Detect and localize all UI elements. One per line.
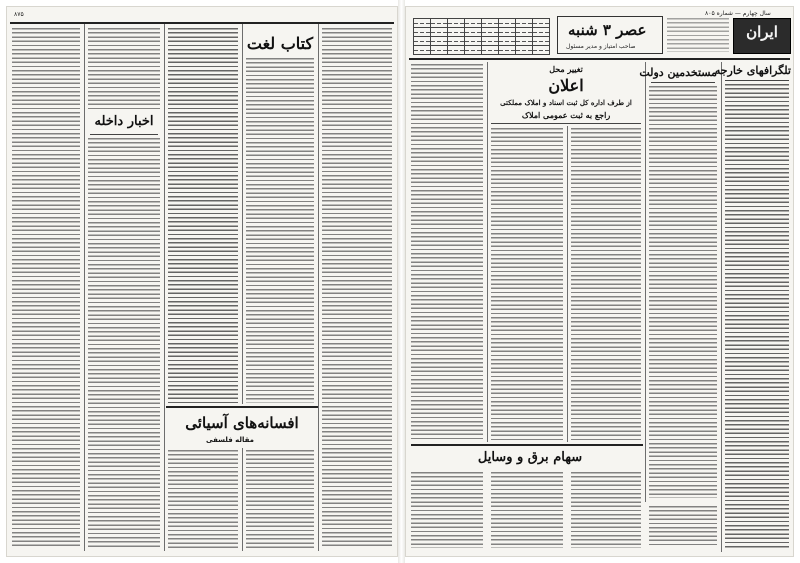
bottom-feature-text-2 xyxy=(491,472,563,548)
right-col-rule-2 xyxy=(567,126,568,442)
announcement-subhead: از طرف اداره کل ثبت اسناد و املاک مملکتی xyxy=(500,98,632,107)
left-page xyxy=(6,6,398,557)
masthead-name: عصر ۳ شنبه xyxy=(568,21,647,39)
left-col-rule-4 xyxy=(318,24,319,551)
office-change-headline: تغییر محل xyxy=(549,64,583,74)
domestic-news-headline: اخبار داخله xyxy=(94,114,154,129)
government-employees-headline: مستخدمین دولت xyxy=(639,66,717,79)
issue-banner: سال چهارم — شماره ۸۰۵ xyxy=(705,10,771,17)
page-gutter xyxy=(398,0,405,563)
bottom-feature-text-4 xyxy=(649,506,717,548)
right-col3-text xyxy=(571,128,641,440)
left-col2-text-top xyxy=(88,28,160,110)
right-col-rule-4 xyxy=(721,62,722,552)
left-header-rule xyxy=(10,22,394,24)
masthead-info-right xyxy=(667,18,729,52)
announcement-headline: اعلان xyxy=(548,76,584,95)
foreign-telegrams-rule xyxy=(725,80,789,81)
foreign-telegrams-headline: تلگرافهای خارجه xyxy=(714,64,791,77)
left-col1-text xyxy=(12,28,80,548)
bottom-feature-rule xyxy=(411,444,643,446)
left-col5-text xyxy=(322,28,392,548)
asian-tales-headline: افسانه‌های آسیائی xyxy=(185,414,299,432)
dictionary-headline: کتاب لغت xyxy=(246,34,314,53)
right-col2-text xyxy=(491,128,563,440)
left-col-rule-1 xyxy=(84,24,85,551)
left-col-rule-3 xyxy=(242,24,243,404)
masthead-subtitle: صاحب امتیاز و مدیر مسئول xyxy=(566,43,636,50)
left-col4-text xyxy=(246,58,314,403)
bottom-feature-text-1 xyxy=(411,472,483,548)
asian-tales-text-left xyxy=(168,450,238,548)
foreign-telegrams-text xyxy=(725,84,789,548)
asian-tales-col-rule xyxy=(242,448,243,551)
masthead-price-table xyxy=(413,18,550,55)
government-employees-text xyxy=(649,86,717,498)
bottom-feature-headline: سهام برق و وسایل xyxy=(477,450,583,465)
asian-tales-text-right xyxy=(246,450,314,548)
right-col1-text xyxy=(411,64,483,440)
newspaper-logo xyxy=(733,18,791,54)
right-page xyxy=(405,6,794,557)
left-col-rule-2 xyxy=(164,24,165,551)
bottom-feature-text-3 xyxy=(571,472,641,548)
left-col3-text xyxy=(168,28,238,403)
asian-tales-subhead: مقاله فلسفی xyxy=(206,436,254,444)
left-page-number: ۸۷۵ xyxy=(14,11,24,18)
government-employees-rule xyxy=(651,82,715,83)
masthead-rule xyxy=(409,58,790,60)
logo-text: ایران xyxy=(746,23,778,41)
asian-tales-rule-top xyxy=(166,406,318,408)
masthead-title-box xyxy=(557,16,663,54)
left-col2-text xyxy=(88,138,160,548)
announcement-line: راجع به ثبت عمومی املاک xyxy=(521,110,611,120)
announcement-rule xyxy=(491,123,641,124)
domestic-news-rule xyxy=(90,134,158,135)
right-col-rule-3 xyxy=(645,62,646,502)
right-col-rule-1 xyxy=(487,62,488,442)
